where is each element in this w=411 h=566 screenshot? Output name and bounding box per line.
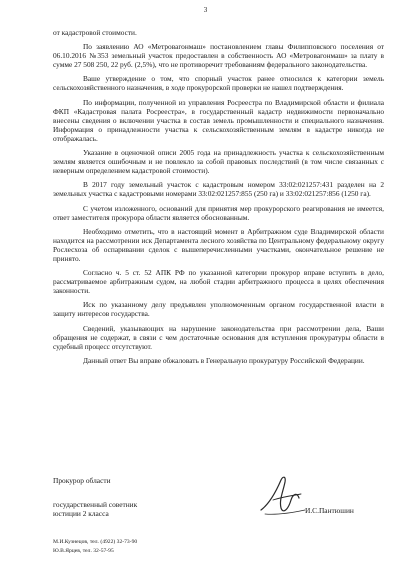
paragraph: Указание в оценочной описи 2005 года на принадлежность участка к сельскохозяйственным землям является ошибочным и не повлекло за собой правовых последствий (в том числе связанных с неверным определением кадастровой стоимости). [53,148,384,176]
signatory-position: Прокурор области [53,476,111,485]
paragraph: от кадастровой стоимости. [53,28,137,37]
paragraph: Данный ответ Вы вправе обжаловать в Генеральную прокуратуру Российской Федерации. [83,355,365,365]
paragraph: Согласно ч. 5 ст. 52 АПК РФ по указанной категории прокурор вправе вступить в дело, рассматриваемое арбитражным судом, на любой стадии арбитражного процесса в целях обеспечения законности. [53,268,384,296]
paragraph: По информации, полученной из управления Росреестра по Владимирской области и филиала ФКП «Кадастровая палата Росреестра», в государственный кадастр недвижимости первоначально внесены сведения о включении участка в состав земель промышленности и специального назначения. Информация о принадлежности участка к сельскохозяйственным землям в кадастре никогда не отображалась. [53,97,384,143]
executor-contacts [53,538,137,555]
paragraph: Необходимо отметить, что в настоящий момент в Арбитражном суде Владимирской области находится на рассмотрении иск Департамента лесного хозяйства по Центральному федеральному округу Рослесхоза об оспаривании сделок с вышеперечисленными участками, окончательное решение не принято. [53,226,384,263]
rank-line: государственный советник [53,500,138,509]
signatory-name: И.С.Пантюшин [305,506,354,515]
paragraph: Сведений, указывающих на нарушение законодательства при рассмотрении дела, Ваши обращения не содержат, в связи с чем достаточные основания для вступления прокуратуры области в судебный процесс отсутствуют. [53,323,384,351]
page-number: 3 [203,6,208,14]
contact-line: М.И.Кузнецов, тел. (4922) 32-73-90 [53,539,138,545]
paragraph: С учетом изложенного, оснований для принятия мер прокурорского реагирования не имеется, ответ заместителя прокурора области является обоснованным. [53,203,384,222]
paragraph: По заявлению АО «Метровагонмаш» постановлением главы Филипповского поселения от 06.10.2016 №353 земельный участок предоставлен в собственность АО «Метровагонмаш» за плату в сумме 27 508 250, 22 руб. (2,5%), что не противоречит требованиям федерального законодательства. [53,42,384,70]
paragraph: Ваше утверждение о том, что спорный участок ранее относился к категории земель сельскохозяйственного назначения, в ходе прокурорской проверки не нашел подтверждения. [53,74,384,93]
paragraph: В 2017 году земельный участок с кадастровым номером 33:02:021257:431 разделен на 2 земельных участка с кадастровыми номерами 33:02:021257:855 (250 га) и 33:02:021257:856 (1250 га). [53,180,384,199]
signatory-rank [53,500,137,519]
rank-line: юстиции 2 класса [53,509,109,519]
handwritten-signature [255,470,310,520]
contact-line: Ю.В.Ярцев, тел. 32-57-95 [53,547,114,554]
paragraph: Иск по указанному делу предъявлен уполномоченным органом государственной власти в защиту интересов государства. [53,300,384,319]
letter-body [53,28,384,370]
